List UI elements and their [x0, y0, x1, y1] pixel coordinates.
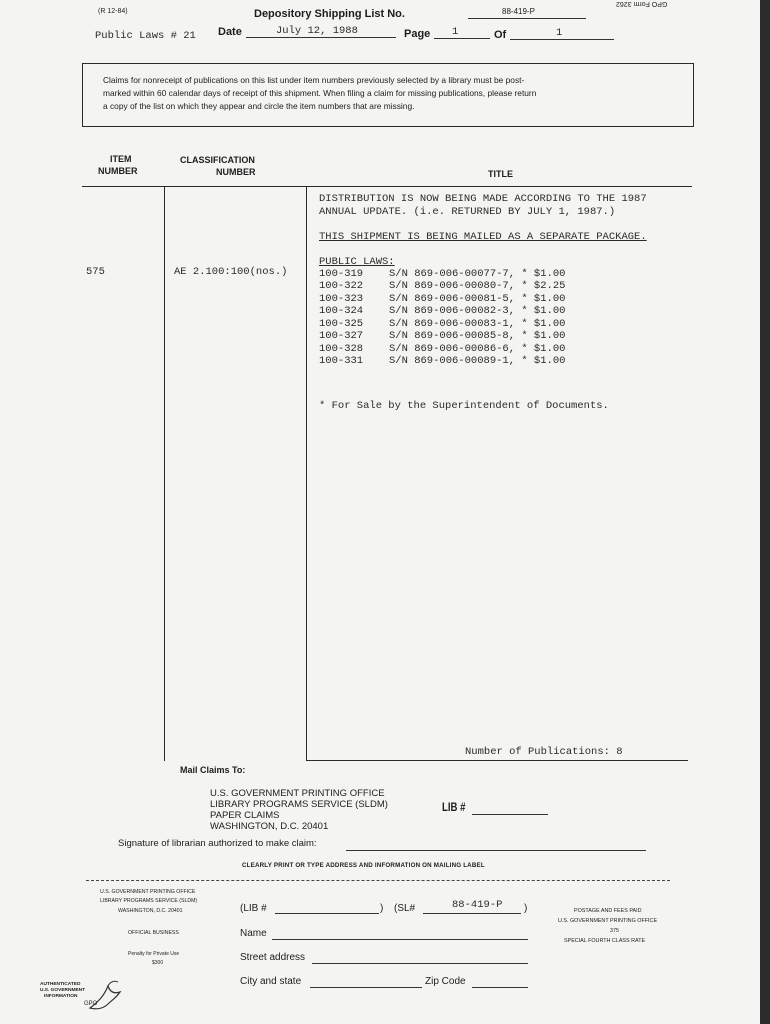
list-item-sn: S/N 869-006-00089-1, * $1.00: [389, 355, 566, 367]
label-lib-input[interactable]: [275, 902, 379, 914]
notice-line-1: Claims for nonreceipt of publications on this list under item numbers previously selected by a library must be post-: [103, 75, 525, 85]
penalty-line-2: $300: [152, 960, 164, 966]
item-header-2: NUMBER: [98, 166, 138, 176]
list-item: 100-325: [319, 318, 364, 330]
list-item: 100-324: [319, 305, 364, 317]
page-value: 1: [452, 26, 459, 38]
header-rule: [82, 186, 692, 187]
list-item: 100-327: [319, 330, 364, 342]
label-zip-label: Zip Code: [425, 976, 466, 987]
notice-line-2: marked within 60 calendar days of receipt of this shipment. When filing a claim for missing publications, please return: [103, 88, 537, 98]
list-number-top: 88-419-P: [502, 7, 535, 16]
label-sl-value: 88-419-P: [452, 899, 503, 911]
label-street-label: Street address: [240, 952, 306, 963]
list-item-sn: S/N 869-006-00081-5, * $1.00: [389, 293, 566, 305]
document-page: (R 12-84) GPO Form 3262 Depository Shipping List No. 88-419-P Public Laws # 21 Date July 12, 1988 Page 1 Of 1 Claims for nonreceipt of publications on this list under item numbers previously selected by a library must be post- marked within 60 calendar days of receipt of this shipment. When filing a claim for missing publications, please return a copy of the list on which they appear and circle the item numbers that are missing. ITEM NUMBER CLASSIFICATION NUMBER TITLE DISTRIBUTION IS NOW BEING MADE ACCORDING TO THE 1987 ANNUAL UPDATE. (i.e. RETURNED BY JULY 1, 1987.) THIS SHIPMENT IS BEING MAILED AS A SEPARATE PACKAGE. 575 AE 2.100:100(nos.) PUBLIC LAWS: 100-319 S/N 869-006-00077-7, * $1.00 100-322 S/N 869-006-00080-7, * $2.25 100-323 S/N 869-006-00081-5, * $1.00 100-324 S/N 869-006-00082-3, * $1.00 100-325 S/N 869-006-00083-1, * $1.00 100-327 S/N 869-006-00085-8, * $1.00 100-328 S/N 869-006-00086-6, * $1.00 100-331 S/N 869-006-00089-1, * $1.00 * For Sale by the Superintendent of Documents. Number of Publications: 8 Mail Claims To: U.S. GOVERNMENT PRINTING OFFICE LIBRARY PROGRAMS SERVICE (SLDM) PAPER CLAIMS WASHINGTON, D.C. 20401 LIB # Signature of librarian authorized to make claim: CLEARLY PRINT OR TYPE ADDRESS AND INFORMATION ON MAILING LABEL U.S. GOVERNMENT PRINTING OFFICE LIBRARY PROGRAMS SERVICE (SLDM) WASHINGTON, D.C. 20401 OFFICIAL BUSINESS Penalty for Private Use $300 (LIB # ) (SL# 88-419-P ) Name Street address City and state Zip Code POSTAGE AND FEES PAID U.S. GOVERNMENT PRINTING OFFICE 375 SPECIAL FOURTH CLASS RATE AUTHENTICATED U.S. GOVERNMENT INFORMATION GPO: [0, 0, 760, 1024]
mail-claims-label: Mail Claims To:: [180, 765, 246, 775]
list-item-sn: S/N 869-006-00086-6, * $1.00: [389, 343, 566, 355]
return-address-2: LIBRARY PROGRAMS SERVICE (SLDM): [100, 898, 198, 904]
label-street-input[interactable]: [312, 952, 528, 964]
page-label: Page: [404, 28, 431, 40]
column-divider-2: [306, 186, 307, 761]
label-lib-close: ): [380, 903, 384, 914]
public-laws-number: Public Laws # 21: [95, 30, 196, 42]
label-name-label: Name: [240, 928, 267, 939]
list-item-sn: S/N 869-006-00083-1, * $1.00: [389, 318, 566, 330]
list-item-sn: S/N 869-006-00077-7, * $1.00: [389, 268, 566, 280]
list-title: Depository Shipping List No.: [254, 8, 405, 20]
label-sl-close: ): [524, 903, 528, 914]
item-header-1: ITEM: [110, 154, 132, 164]
mail-address-3: PAPER CLAIMS: [210, 810, 280, 821]
list-item: 100-331: [319, 355, 364, 367]
public-laws-label: PUBLIC LAWS:: [319, 256, 395, 268]
notice-line-3: a copy of the list on which they appear and circle the item numbers that are missing.: [103, 101, 415, 111]
signature-line[interactable]: [346, 840, 646, 851]
of-value: 1: [556, 27, 563, 39]
list-item: 100-322: [319, 280, 364, 292]
title-header: TITLE: [488, 169, 513, 179]
distribution-line-2: ANNUAL UPDATE. (i.e. RETURNED BY JULY 1, 1987.): [319, 206, 616, 218]
postage-line-1: POSTAGE AND FEES PAID: [574, 908, 642, 914]
mail-address-1: U.S. GOVERNMENT PRINTING OFFICE: [210, 788, 385, 799]
list-item-sn: S/N 869-006-00082-3, * $1.00: [389, 305, 566, 317]
mail-address-4: WASHINGTON, D.C. 20401: [210, 821, 329, 832]
label-name-input[interactable]: [272, 928, 528, 940]
date-label: Date: [218, 26, 242, 38]
return-address-1: U.S. GOVERNMENT PRINTING OFFICE: [100, 889, 196, 895]
official-business: OFFICIAL BUSINESS: [128, 930, 179, 936]
form-revision: (R 12-84): [98, 8, 128, 15]
of-label: Of: [494, 29, 507, 41]
list-item: 100-323: [319, 293, 364, 305]
label-lib-field: (LIB #: [240, 903, 267, 914]
list-item: 100-319: [319, 268, 364, 280]
lib-number-label: LIB #: [442, 800, 466, 814]
return-address-3: WASHINGTON, D.C. 20401: [118, 908, 183, 914]
item-number: 575: [86, 266, 105, 278]
list-item-sn: S/N 869-006-00085-8, * $1.00: [389, 330, 566, 342]
publication-count: Number of Publications: 8: [465, 746, 623, 758]
classification-number: AE 2.100:100(nos.): [174, 266, 288, 278]
footer-rule: [306, 760, 688, 761]
list-item-sn: S/N 869-006-00080-7, * $2.25: [389, 280, 566, 292]
print-notice: CLEARLY PRINT OR TYPE ADDRESS AND INFORMATION ON MAILING LABEL: [242, 862, 485, 869]
postage-line-2: U.S. GOVERNMENT PRINTING OFFICE: [558, 918, 658, 924]
column-divider-1: [164, 186, 165, 761]
postage-line-4: SPECIAL FOURTH CLASS RATE: [564, 938, 646, 944]
eagle-icon: [88, 978, 124, 1012]
label-zip-input[interactable]: [472, 976, 528, 988]
list-item: 100-328: [319, 343, 364, 355]
label-city-label: City and state: [240, 976, 302, 987]
scan-edge: [760, 0, 770, 1024]
postage-line-3: 375: [610, 928, 619, 934]
label-cut-line: [86, 880, 670, 881]
sale-footnote: * For Sale by the Superintendent of Documents.: [319, 400, 609, 412]
penalty-line-1: Penalty for Private Use: [128, 951, 180, 957]
date-value: July 12, 1988: [276, 25, 358, 37]
class-header-1: CLASSIFICATION: [180, 155, 255, 165]
mail-address-2: LIBRARY PROGRAMS SERVICE (SLDM): [210, 799, 388, 810]
signature-label: Signature of librarian authorized to make claim:: [118, 838, 317, 849]
claims-notice-box: [82, 63, 694, 127]
form-number: GPO Form 3262: [616, 0, 668, 7]
label-sl-field: (SL#: [394, 903, 416, 914]
label-city-input[interactable]: [310, 976, 422, 988]
shipment-note: THIS SHIPMENT IS BEING MAILED AS A SEPARATE PACKAGE.: [319, 231, 647, 243]
class-header-2: NUMBER: [216, 167, 256, 177]
distribution-line-1: DISTRIBUTION IS NOW BEING MADE ACCORDING TO THE 1987: [319, 193, 647, 205]
